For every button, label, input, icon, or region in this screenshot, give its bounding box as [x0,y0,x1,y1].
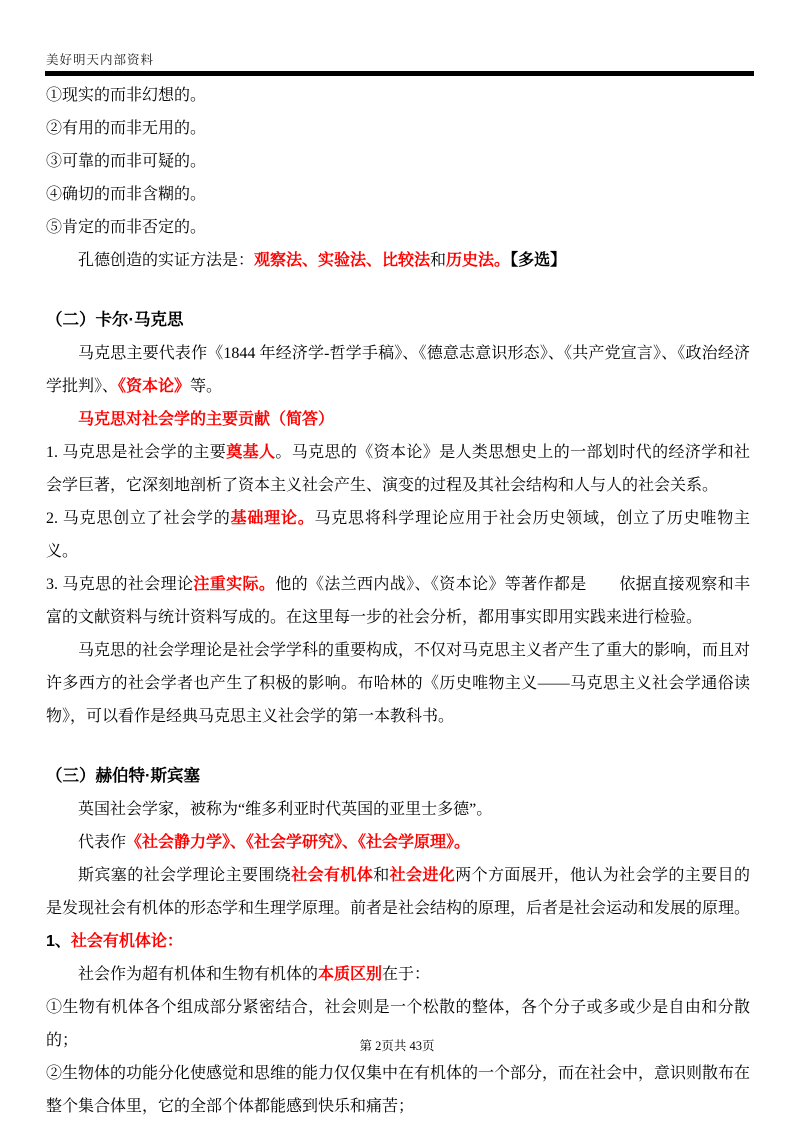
text-run: 和 [430,252,447,269]
document-header-text: 美好明天内部资料 [46,53,155,67]
document-body [46,79,750,1123]
paragraph [46,178,750,211]
highlighted-text-run: 《社会静力学》、《社会学研究》、《社会学原理》。 [126,834,471,851]
paragraph [46,1057,750,1123]
text-run: ⑤肯定的而非否定的。 [46,219,207,236]
text-run: 马克思主要代表作《1844 年经济学-哲学手稿》、《德意志意识形态》、《共产党宣言》、《政治经济学批判》、 [46,345,750,395]
paragraph [46,79,750,112]
paragraph [46,925,750,958]
paragraph [46,211,750,244]
paragraph [46,634,750,733]
text-run: 等。 [190,378,223,395]
highlighted-text-run: 社会进化 [389,867,456,884]
text-run: 代表作 [78,834,127,851]
text-run: 。马克思的《资本论》是人类思想史上的一部划时代的经济学和社会学巨著，它深刻地剖析了资本主义社会产生、演变的过程及其社会结构和人与人的社会关系。 [46,444,750,494]
text-run: 3. 马克思的社会理论 [46,576,194,593]
text-run: 1. 马克思是社会学的主要 [46,444,227,461]
text-run: 他的《法兰西内战》、《资本论》等著作都是 依据直接观察和丰富的文献资料与统计资料写成的。在这里每一步的社会分析，都用事实即用实践来进行检验。 [46,576,750,626]
page-number: 第 2页共 43页 [359,1039,435,1053]
paragraph [46,337,750,403]
text-run: ②生物体的功能分化使感觉和思维的能力仅仅集中在有机体的一个部分，而在社会中，意识则散布在整个集合体里，它的全部个体都能感到快乐和痛苦； [46,1065,751,1115]
text-run: ②有用的而非无用的。 [46,120,207,137]
paragraph [46,568,750,634]
text-run: 马克思将科学理论应用于社会历史领域，创立了历史唯物主义。 [46,510,750,560]
text-run: ④确切的而非含糊的。 [46,186,207,203]
text-run: ③可靠的而非可疑的。 [46,153,207,170]
text-run: ①生物有机体各个组成部分紧密结合，社会则是一个松散的整体，各个分子或多或少是自由和分散的； [46,999,750,1049]
text-run: 在于： [382,966,431,983]
text-run: 斯宾塞的社会学理论主要围绕 [78,867,292,884]
text-run: （二）卡尔·马克思 [46,311,184,329]
highlighted-text-run: 历史法。 [446,252,511,269]
paragraph [46,793,750,826]
header-rule [45,71,754,76]
paragraph [46,502,750,568]
text-run: 1、 [46,933,71,950]
highlighted-text-run: 观察法、实验法、比较法 [254,252,431,269]
paragraph [46,958,750,991]
paragraph [46,112,750,145]
highlighted-text-run: 《资本论》 [118,378,191,395]
highlighted-text-run: 社会有机体论： [70,933,183,950]
text-run: 两个方面展开，他认为社会学的主要目的是发现社会有机体的形态学和生理学原理。前者是社会结构的原理，后者是社会运动和发展的原理。 [46,867,751,917]
paragraph [46,826,750,859]
text-run: 【多选】 [510,252,567,269]
text-run: 孔德创造的实证方法是： [78,252,255,269]
text-run: ①现实的而非幻想的。 [46,87,207,104]
paragraph [46,244,750,277]
text-run: 社会作为超有机体和生物有机体的 [78,966,319,983]
section-heading [46,760,750,793]
highlighted-text-run: 奠基人 [226,444,276,461]
text-run: 马克思的社会学理论是社会学学科的重要构成，不仅对马克思主义者产生了重大的影响，而且对许多西方的社会学者也产生了积极的影响。布哈林的《历史唯物主义——马克思主义社会学通俗读物》，可以看作是经典马克思主义社会学的第一本教科书。 [46,642,751,725]
highlighted-text-run: 基础理论。 [230,510,315,527]
highlighted-text-run: 本质区别 [318,966,383,983]
text-run: 2. 马克思创立了社会学的 [46,510,231,527]
text-run: （三）赫伯特·斯宾塞 [46,767,200,785]
highlighted-text-run: 注重实际。 [193,576,276,593]
paragraph [46,436,750,502]
highlighted-text-run: 社会有机体 [291,867,374,884]
section-heading [46,304,750,337]
paragraph [46,145,750,178]
highlighted-text-run: 马克思对社会学的主要贡献（简答） [78,411,335,428]
paragraph [46,403,750,436]
text-run: 和 [373,867,390,884]
paragraph [46,859,750,925]
text-run: 英国社会学家，被称为“维多利亚时代英国的亚里士多德”。 [78,801,493,818]
